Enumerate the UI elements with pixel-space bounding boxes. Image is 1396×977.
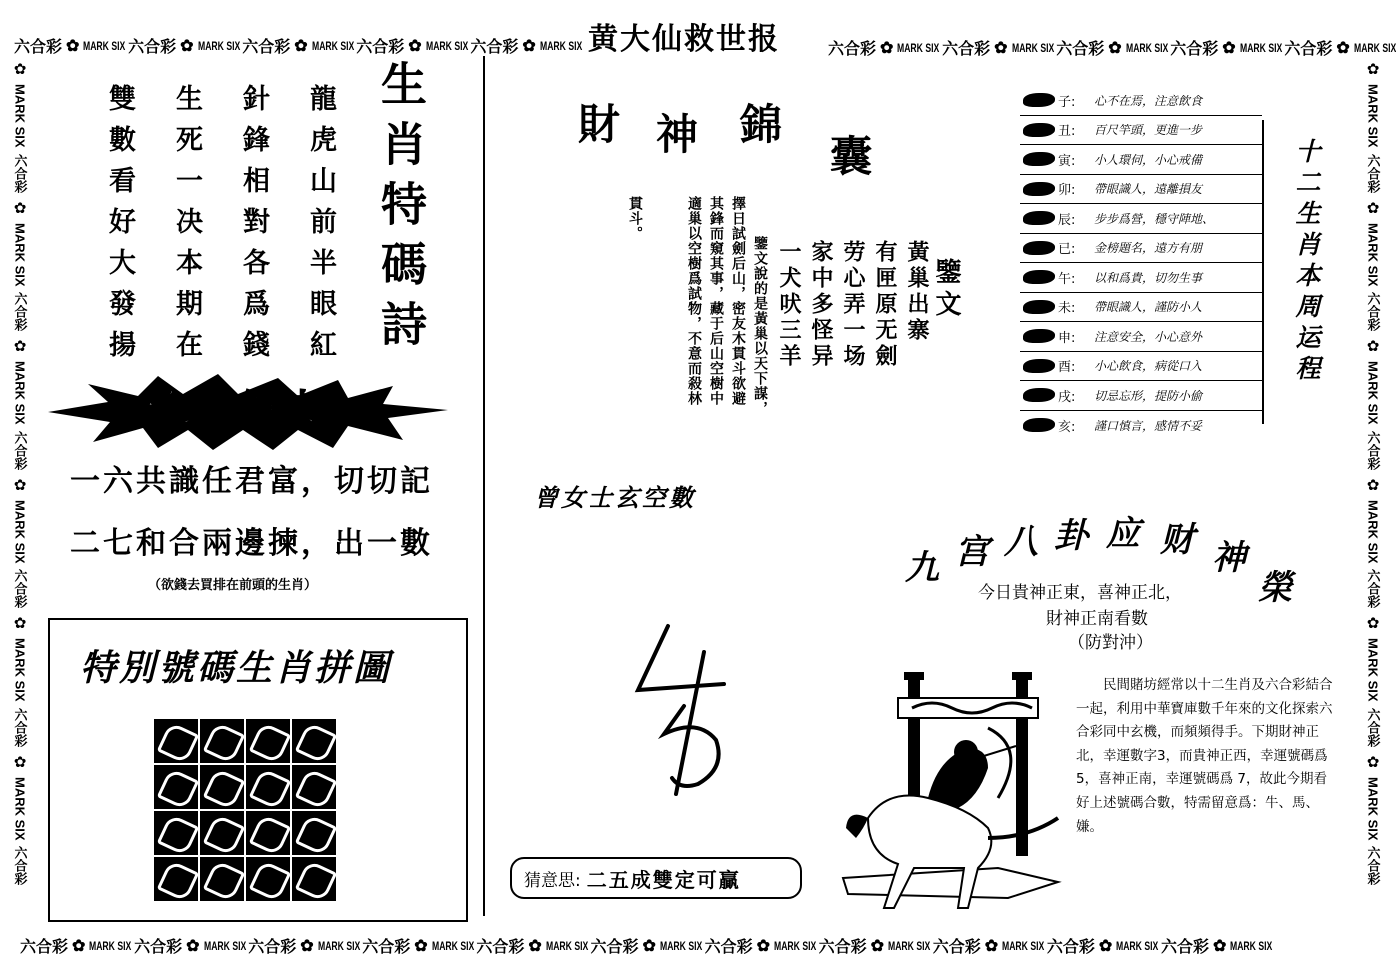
zodiac-title: 十二生肖本周运程 [1292,138,1321,386]
border-brand-zh: 六合彩 [1365,846,1381,886]
verse-line-2: 有匣原无劍 [872,240,898,370]
border-unit [476,934,589,957]
flower-icon: ✿ [180,37,194,55]
flower-icon: ✿ [1366,614,1380,633]
flower-icon: ✿ [1098,937,1113,955]
flower-icon: ✿ [1366,752,1380,771]
flower-icon: ✿ [1366,60,1380,78]
zodiac-luck: 帶眼識人，遠離損友 [1094,182,1203,197]
bagua-title-char-6: 财 [1160,520,1194,560]
zodiac-name: 丑: [1058,124,1076,140]
puzzle-tile [154,811,198,855]
zodiac-animal-icon [1020,177,1058,201]
poem-columns [100,84,340,371]
poem-line-2: 針鋒相對各爲錢 [238,84,269,371]
xuankong-title: 曾女士玄空數 [534,484,696,512]
border-brand-zh: 六合彩 [20,937,69,956]
jian-title: 鑒文 [931,258,961,322]
puzzle-tile [246,719,290,763]
border-unit [1170,36,1280,59]
guess-label: 猜意思: [524,870,581,891]
border-brand-en: MARK SIX [12,361,28,425]
flower-icon: ✿ [870,937,885,955]
puzzle-tile [246,857,290,901]
zodiac-luck: 百尺竿頭，更進一步 [1094,123,1203,138]
border-brand-zh: 六合彩 [128,37,177,56]
zodiac-animal-icon [1020,147,1058,171]
zodiac-luck: 以和爲貴，切勿生事 [1094,270,1203,285]
commentary-line-1: 鑒文說的是黃巢以天下謀， [752,236,768,416]
zodiac-row [1020,293,1262,323]
border-brand-en: MARK SIX [197,38,240,53]
commentary-line-4: 適巢以空樹爲試物，不意而殺林 [686,196,702,406]
border-unit [1047,934,1157,957]
border-brand-zh: 六合彩 [1284,39,1333,58]
border-brand-en: MARK SIX [659,938,703,953]
bagua-title-char-7: 神 [1212,538,1246,578]
poem-line-4: 雙數看好大發揚 [104,84,135,371]
bagua-line-2: 財神正南看數 [1046,609,1148,629]
puzzle-tile [154,857,198,901]
flower-icon: ✿ [1222,39,1236,57]
border-unit [828,36,938,59]
zodiac-luck: 小心飲食，病從口入 [1094,359,1203,374]
border-brand-en: MARK SIX [12,222,28,287]
border-brand-zh: 六合彩 [12,430,28,470]
border-brand-en: MARK SIX [425,38,468,53]
border-brand-zh: 六合彩 [1046,937,1095,956]
border-unit [356,34,466,57]
flower-icon: ✿ [1366,198,1380,217]
zodiac-animal-icon [1020,88,1058,112]
flower-icon: ✿ [13,60,27,78]
border-unit [705,934,815,957]
border-brand-en: MARK SIX [12,776,28,841]
flower-icon: ✿ [13,752,27,771]
zodiac-name: 已: [1058,242,1076,258]
border-brand-en: MARK SIX [545,938,589,953]
border-brand-zh: 六合彩 [1365,569,1381,609]
puzzle-tile [200,811,244,855]
commentary-line-3: 其鋒而窺其事，藏于后山空樹中 [708,196,724,406]
border-brand-en: MARK SIX [203,938,246,953]
flower-icon: ✿ [408,37,422,55]
border-brand-zh: 六合彩 [362,937,411,956]
verse-line-1: 黃巢出寨 [904,240,930,344]
puzzle-tile [292,811,336,855]
bagua-title-char-5: 应 [1106,514,1140,554]
zodiac-row [1020,145,1262,175]
flower-icon: ✿ [756,937,770,955]
border-brand-en: MARK SIX [1365,222,1381,287]
border-brand-zh: 六合彩 [828,39,877,58]
border-brand-zh: 六合彩 [1170,39,1219,58]
zodiac-animal-icon [1020,295,1058,319]
jinnang-char-3: 錦 [740,100,783,149]
zodiac-name: 辰: [1058,212,1076,228]
bagua-line-3: （防對沖） [1068,633,1153,653]
flower-icon: ✿ [880,39,894,57]
puzzle-tile [200,719,244,763]
zodiac-row [1020,352,1262,382]
puzzle-tile [292,857,336,901]
yiju-line-2: 二七和合兩邊揀，出一數 [70,526,433,561]
flower-icon: ✿ [994,39,1008,57]
border-unit [470,34,583,57]
poem-line-3: 生死一决本期在 [171,84,202,371]
border-brand-en: MARK SIX [12,499,28,564]
zodiac-animal-icon [1020,324,1058,348]
column-divider [483,56,485,916]
zodiac-row [1020,381,1262,411]
zodiac-animal-icon [1020,413,1058,437]
border-unit [1161,934,1271,957]
zodiac-animal-icon [1020,265,1058,289]
zodiac-row [1020,175,1262,205]
border-brand-en: MARK SIX [1230,938,1273,953]
puzzle-tile [292,719,336,763]
archer-warrior-illustration [838,668,1068,920]
bagua-line-1: 今日貴神正東，喜神正北， [978,583,1182,603]
border-brand-zh: 六合彩 [932,937,981,956]
border-brand-zh: 六合彩 [1365,707,1381,747]
top-border-right [828,36,1396,59]
zodiac-name: 未: [1058,301,1076,317]
zodiac-animal-icon [1020,118,1058,142]
jinnang-char-1: 財 [578,100,621,149]
zodiac-luck: 注意安全，小心意外 [1094,329,1203,344]
border-brand-en: MARK SIX [1116,938,1159,953]
border-brand-en: MARK SIX [1239,40,1282,55]
zodiac-divider [1262,120,1264,424]
bagua-title-char-1: 九 [905,548,939,588]
right-border [1355,60,1391,940]
zodiac-luck: 金榜題名，遠方有朋 [1094,241,1203,256]
flower-icon: ✿ [13,475,27,494]
border-brand-en: MARK SIX [1011,40,1054,55]
zodiac-animal-icon [1020,354,1058,378]
zodiac-name: 酉: [1058,360,1076,376]
flower-icon: ✿ [66,37,80,55]
poem-title: 生肖特碼詩 [374,60,428,360]
zodiac-animal-icon [1020,383,1058,407]
zodiac-name: 申: [1058,330,1076,346]
guess-value: 二五成雙定可贏 [586,867,741,892]
border-brand-zh: 六合彩 [470,37,519,56]
border-brand-zh: 六合彩 [356,37,405,56]
border-brand-zh: 六合彩 [12,153,28,193]
zodiac-name: 午: [1058,271,1076,287]
bagua-title-char-8: 榮 [1258,568,1292,608]
border-brand-zh: 六合彩 [1365,430,1381,470]
border-unit [134,934,244,957]
border-unit [242,34,352,57]
xuankong-number: 4 5 [628,603,654,622]
zodiac-luck: 心不在焉，注意飲食 [1094,93,1203,108]
border-unit [1056,36,1166,59]
zodiac-row [1020,234,1262,264]
flower-icon: ✿ [1108,39,1122,57]
left-border [0,60,40,940]
border-unit [1284,36,1394,59]
border-brand-en: MARK SIX [83,38,126,53]
zodiac-row [1020,263,1262,293]
border-brand-zh: 六合彩 [1056,39,1105,58]
bagua-title-char-3: 八 [1004,522,1038,562]
special-title: 特別號碼生肖拼圖 [80,648,393,689]
zodiac-name: 亥: [1058,419,1076,435]
border-brand-en: MARK SIX [1365,84,1381,148]
zodiac-name: 寅: [1058,153,1076,169]
guess-box [510,857,802,899]
border-brand-zh: 六合彩 [248,937,297,956]
border-unit [248,934,358,957]
border-brand-en: MARK SIX [897,40,940,55]
verse-line-5: 一犬吠三羊 [776,240,802,370]
flower-icon: ✿ [642,937,656,955]
puzzle-tile [246,765,290,809]
border-brand-zh: 六合彩 [818,937,867,956]
border-brand-zh: 六合彩 [1160,937,1209,956]
border-brand-en: MARK SIX [1125,40,1168,55]
border-unit [942,36,1052,59]
flower-icon: ✿ [1366,475,1380,494]
zodiac-name: 卯: [1058,183,1076,199]
border-brand-zh: 六合彩 [134,937,183,956]
commentary-line-5: 貫斗。 [627,196,643,241]
border-brand-en: MARK SIX [539,38,583,53]
zodiac-row [1020,322,1262,352]
verse-line-4: 家中多怪异 [808,240,834,370]
border-brand-en: MARK SIX [311,38,354,53]
border-brand-en: MARK SIX [317,938,360,953]
handwritten-number-4-5 [628,603,748,798]
zodiac-fortune-table [1020,86,1262,440]
border-brand-zh: 六合彩 [12,569,28,609]
border-brand-en: MARK SIX [1365,361,1381,425]
flower-icon: ✿ [300,937,314,955]
border-brand-zh: 六合彩 [476,937,525,956]
border-brand-en: MARK SIX [12,84,28,148]
top-border-left [14,34,583,57]
border-unit [933,934,1043,957]
puzzle-tile [154,719,198,763]
border-brand-en: MARK SIX [888,938,931,953]
poem-line-1: 龍虎山前半眼紅 [305,84,336,371]
border-unit [590,934,703,957]
border-brand-zh: 六合彩 [242,37,291,56]
commentary-line-2: 擇日試劍后山，密友木貫斗欲避 [730,196,746,406]
verse-line-3: 劳心弄一场 [840,240,866,370]
flower-icon: ✿ [13,337,27,356]
bagua-title-char-4: 卦 [1054,516,1088,556]
border-brand-zh: 六合彩 [1365,292,1381,332]
bagua-paragraph: 民間賭坊經常以十二生肖及六合彩結合一起，利用中華寶庫數千年來的文化探索六合彩同中玄機，而頻頻得手。下期財神正北，幸運數字3，而貴神正西，幸運號碼爲5，喜神正南，幸運號碼爲 7，故此今期看好上述號碼合數，特需留意爲：牛、馬、嫌。 [1076,677,1333,835]
flower-icon: ✿ [1212,937,1227,955]
border-brand-en: MARK SIX [773,938,817,953]
zodiac-row [1020,411,1262,441]
border-unit [362,934,472,957]
border-brand-zh: 六合彩 [590,937,639,956]
border-brand-en: MARK SIX [1353,40,1396,55]
flower-icon: ✿ [1336,39,1350,57]
puzzle-tile [200,765,244,809]
flower-icon: ✿ [13,614,27,633]
border-brand-zh: 六合彩 [12,846,28,886]
flower-icon: ✿ [1366,337,1380,356]
zodiac-luck: 帶眼識人，謹防小人 [1094,300,1203,315]
puzzle-tile [246,811,290,855]
flower-icon: ✿ [528,937,542,955]
border-brand-en: MARK SIX [1002,938,1045,953]
puzzle-tile [292,765,336,809]
border-brand-en: MARK SIX [1365,499,1381,564]
flower-icon: ✿ [294,37,308,55]
border-brand-en: MARK SIX [89,938,132,953]
zodiac-animal-icon [1020,206,1058,230]
flower-icon: ✿ [13,198,27,217]
zodiac-luck: 步步爲營，穩守陣地、 [1094,211,1215,226]
flower-icon: ✿ [414,937,428,955]
border-brand-en: MARK SIX [12,638,28,702]
zodiac-row [1020,116,1262,146]
page-title: 黄大仙救世报 [588,22,780,57]
border-brand-zh: 六合彩 [1365,153,1381,193]
yiju-title: 一句贏錢訣 [120,387,321,429]
border-unit [819,934,929,957]
border-brand-en: MARK SIX [431,938,474,953]
jinnang-char-2: 神 [656,110,699,159]
yiju-line-1: 一六共識任君富，切切記 [70,464,433,499]
puzzle-tile [200,857,244,901]
zodiac-row [1020,204,1262,234]
zodiac-puzzle-grid [154,719,336,901]
flower-icon: ✿ [72,937,86,955]
border-brand-zh: 六合彩 [14,37,63,56]
zodiac-name: 子: [1058,94,1076,110]
yiju-note: （欲錢去買排在前頭的生肖） [148,578,318,593]
border-brand-en: MARK SIX [1365,776,1381,841]
border-unit [128,34,238,57]
zodiac-luck: 謹口慎言，感情不妥 [1094,418,1203,433]
bagua-title-char-2: 宫 [955,532,989,572]
border-brand-en: MARK SIX [1365,638,1381,702]
border-brand-zh: 六合彩 [942,39,991,58]
puzzle-tile [154,765,198,809]
zodiac-luck: 切忌忘形，提防小偷 [1094,388,1203,403]
zodiac-name: 戌: [1058,389,1076,405]
bottom-border [20,934,1391,957]
flower-icon: ✿ [984,937,999,955]
border-brand-zh: 六合彩 [12,292,28,332]
border-brand-zh: 六合彩 [704,937,753,956]
jinnang-char-4: 囊 [830,132,873,181]
zodiac-luck: 小人環伺，小心戒備 [1094,152,1203,167]
zodiac-animal-icon [1020,236,1058,260]
border-unit [14,34,124,57]
zodiac-row [1020,86,1262,116]
flower-icon: ✿ [522,37,536,55]
border-brand-zh: 六合彩 [12,707,28,747]
flower-icon: ✿ [186,937,200,955]
